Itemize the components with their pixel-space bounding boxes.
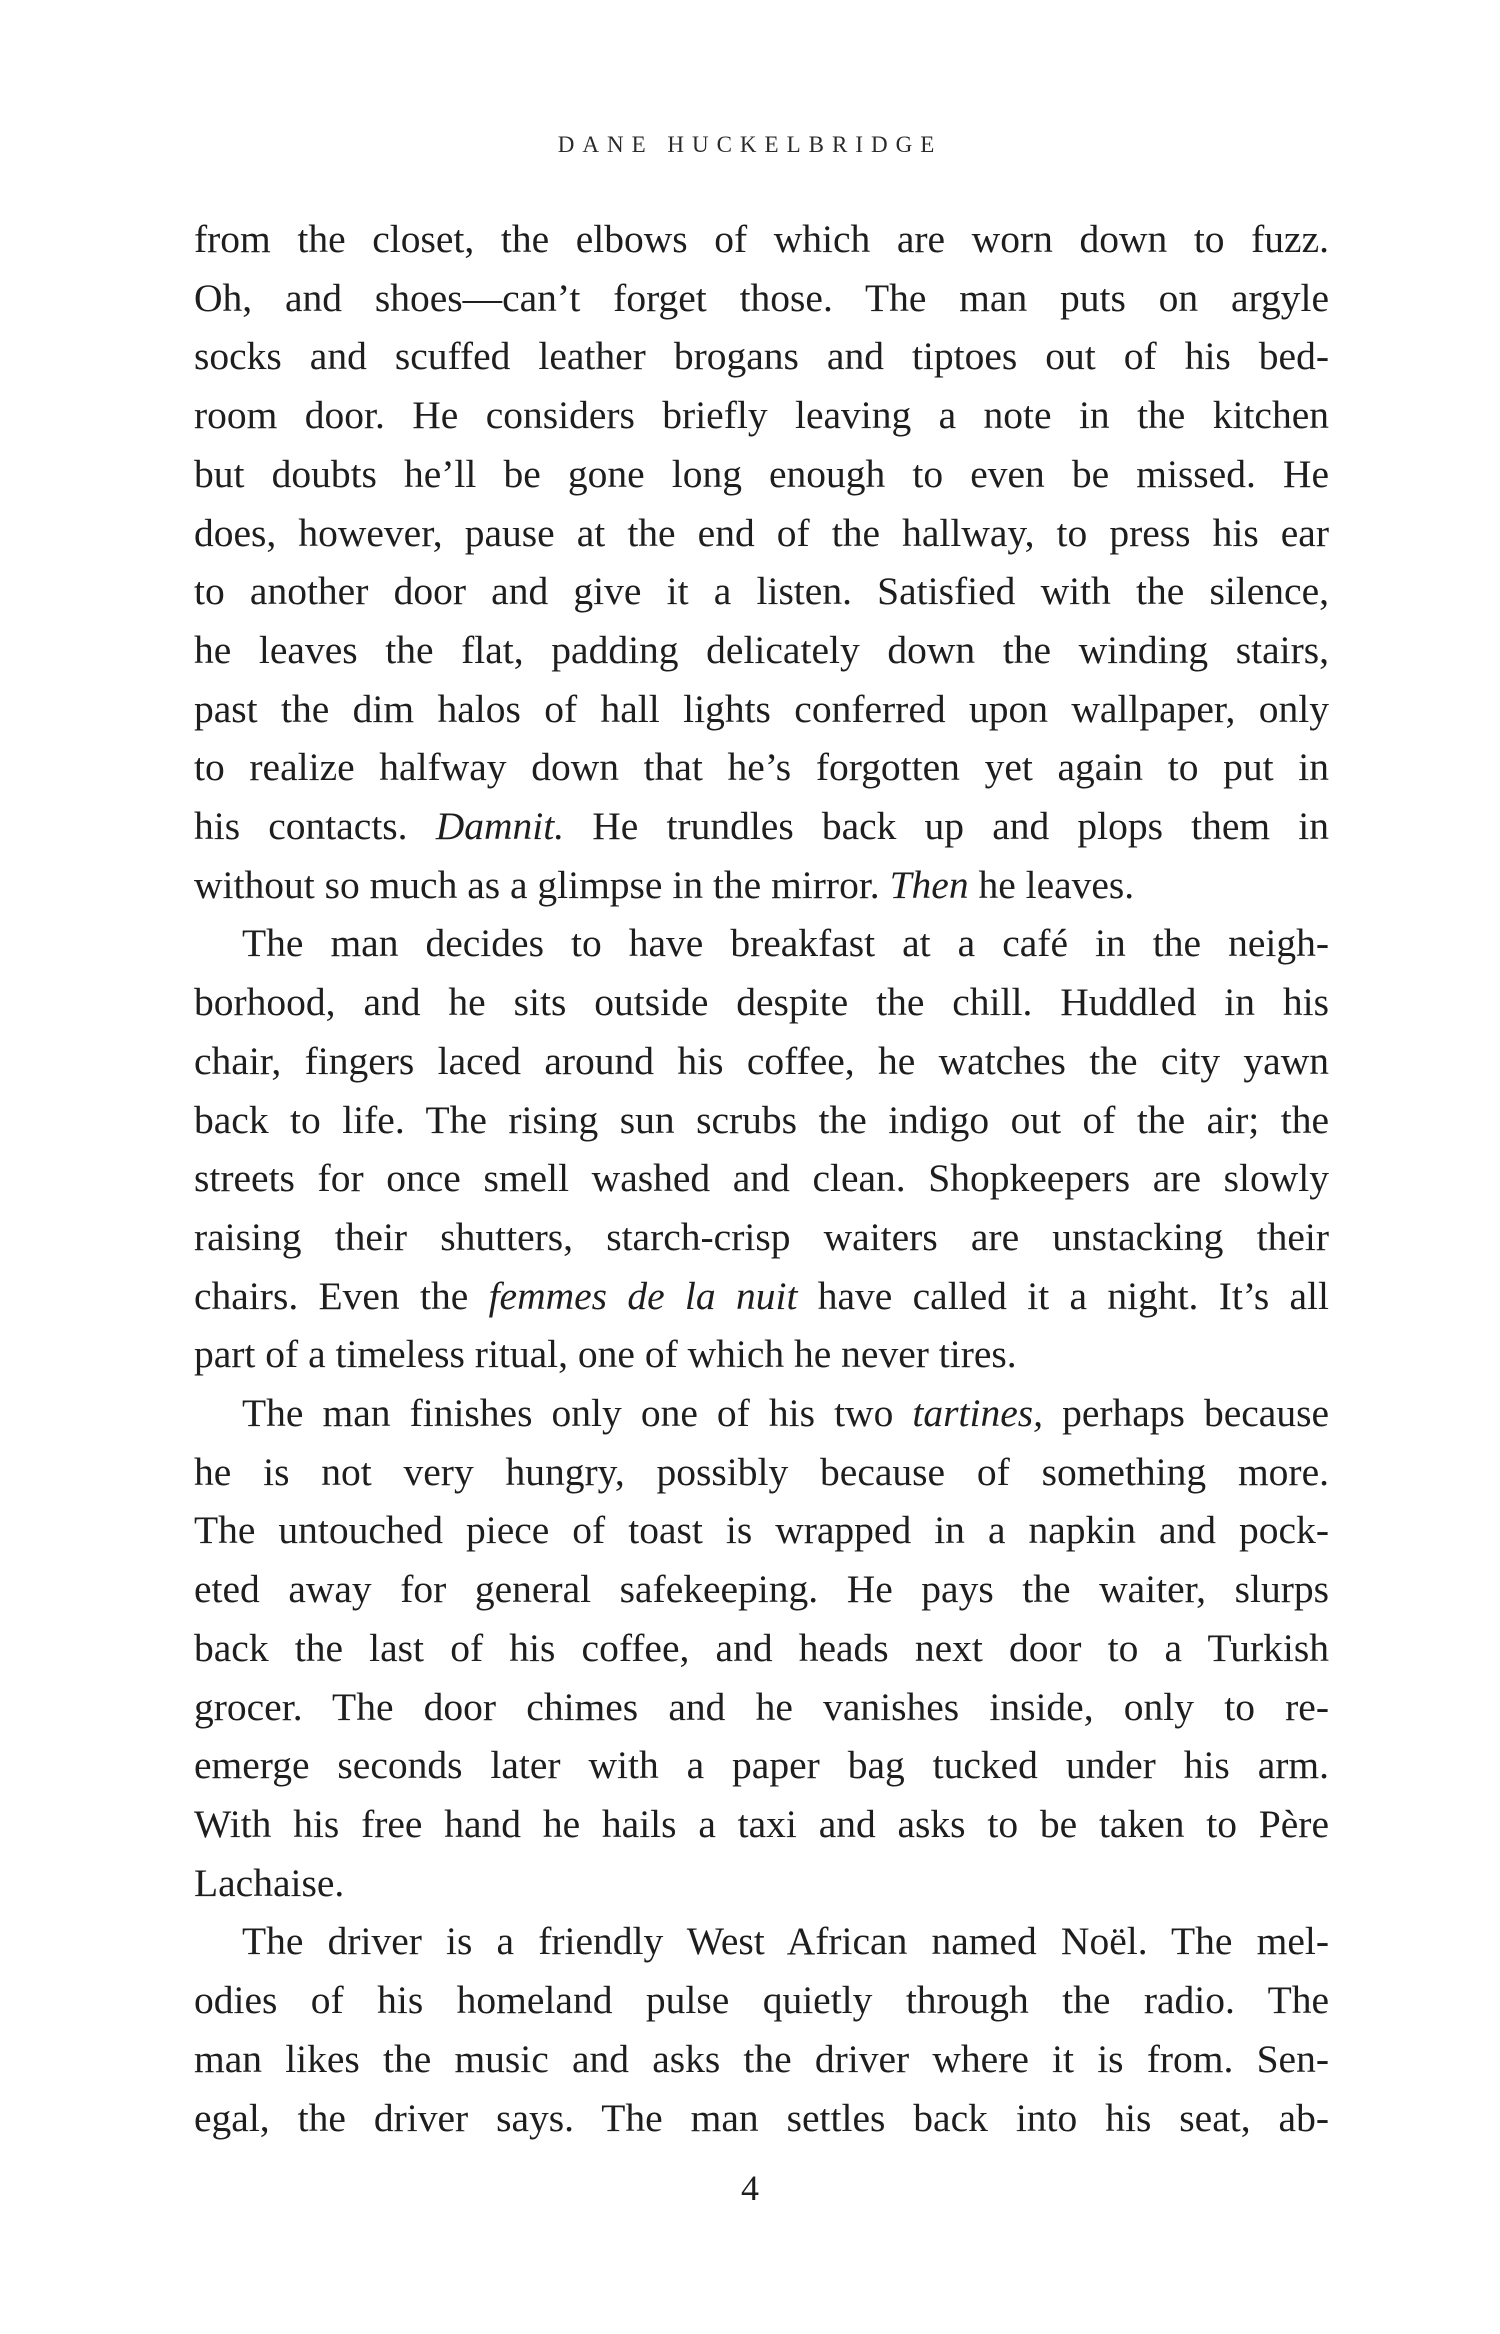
text-line: room door. He considers briefly leaving a note in the kitchen <box>194 393 1329 438</box>
text-line <box>194 856 1329 915</box>
text-line: eted away for general safekeeping. He pays the waiter, slurps <box>194 1567 1329 1612</box>
text-line: he leaves the flat, padding delicately down the winding stairs, <box>194 627 1329 672</box>
body-text <box>194 210 1329 2147</box>
text-line <box>194 1384 1329 1443</box>
text-line: back to life. The rising sun scrubs the indigo out of the air; the <box>194 1097 1329 1142</box>
text-run: He trundles back up and plops them in <box>564 804 1330 849</box>
text-line: part of a timeless ritual, one of which he never tires. <box>194 1332 1017 1377</box>
text-run: he leaves. <box>968 862 1135 907</box>
italic-text: femmes de la nuit <box>488 1273 798 1318</box>
text-line <box>194 797 1329 856</box>
running-head: DANE HUCKELBRIDGE <box>557 132 943 157</box>
italic-text: Damnit. <box>435 804 565 849</box>
text-run: his contacts. <box>194 804 436 849</box>
text-run: perhaps because <box>1043 1391 1329 1436</box>
text-line: chair, fingers laced around his coffee, he watches the city yawn <box>194 1038 1329 1083</box>
text-line: The driver is a friendly West African named Noël. The mel- <box>242 1919 1329 1964</box>
text-run: The man finishes only one of his two <box>242 1391 913 1436</box>
text-line: Oh, and shoes—can’t forget those. The man puts on argyle <box>194 275 1329 320</box>
text-line: to realize halfway down that he’s forgotten yet again to put in <box>194 745 1329 790</box>
text-line: The man decides to have breakfast at a café in the neigh- <box>242 921 1329 966</box>
text-line: The untouched piece of toast is wrapped in a napkin and pock- <box>194 1508 1329 1553</box>
italic-text: Then <box>889 862 969 907</box>
text-run: have called it a night. It’s all <box>797 1273 1330 1318</box>
text-line: does, however, pause at the end of the hallway, to press his ear <box>194 510 1329 555</box>
text-line: Lachaise. <box>194 1860 345 1905</box>
text-line <box>194 1267 1329 1326</box>
text-line: With his free hand he hails a taxi and asks to be taken to Père <box>194 1801 1329 1846</box>
text-line: to another door and give it a listen. Satisfied with the silence, <box>194 569 1329 614</box>
text-run: chairs. Even the <box>194 1273 489 1318</box>
paragraph-2 <box>194 914 1329 1384</box>
text-line: from the closet, the elbows of which are worn down to fuzz. <box>194 217 1329 261</box>
text-line: streets for once smell washed and clean. Shopkeepers are slowly <box>194 1156 1329 1201</box>
text-line: but doubts he’ll be gone long enough to even be missed. He <box>194 451 1329 496</box>
text-run: without so much as a glimpse in the mirror. <box>194 862 890 907</box>
text-line: grocer. The door chimes and he vanishes inside, only to re- <box>194 1684 1329 1729</box>
text-line: borhood, and he sits outside despite the chill. Huddled in his <box>194 980 1329 1025</box>
text-line: back the last of his coffee, and heads next door to a Turkish <box>194 1625 1329 1670</box>
paragraph-4 <box>194 1912 1329 2147</box>
text-line: egal, the driver says. The man settles back into his seat, ab- <box>194 2095 1329 2140</box>
italic-text: tartines, <box>912 1391 1043 1436</box>
text-line: raising their shutters, starch-crisp waiters are unstacking their <box>194 1214 1329 1259</box>
text-line: man likes the music and asks the driver where it is from. Sen- <box>194 2036 1329 2081</box>
text-line: odies of his homeland pulse quietly through the radio. The <box>194 1978 1329 2023</box>
paragraph-1 <box>194 210 1329 914</box>
text-line: he is not very hungry, possibly because of something more. <box>194 1449 1329 1494</box>
text-line: emerge seconds later with a paper bag tucked under his arm. <box>194 1743 1329 1788</box>
page-number: 4 <box>741 2168 759 2208</box>
text-line: past the dim halos of hall lights conferred upon wallpaper, only <box>194 686 1329 731</box>
text-line: socks and scuffed leather brogans and tiptoes out of his bed- <box>194 334 1329 379</box>
paragraph-3 <box>194 1384 1329 1912</box>
